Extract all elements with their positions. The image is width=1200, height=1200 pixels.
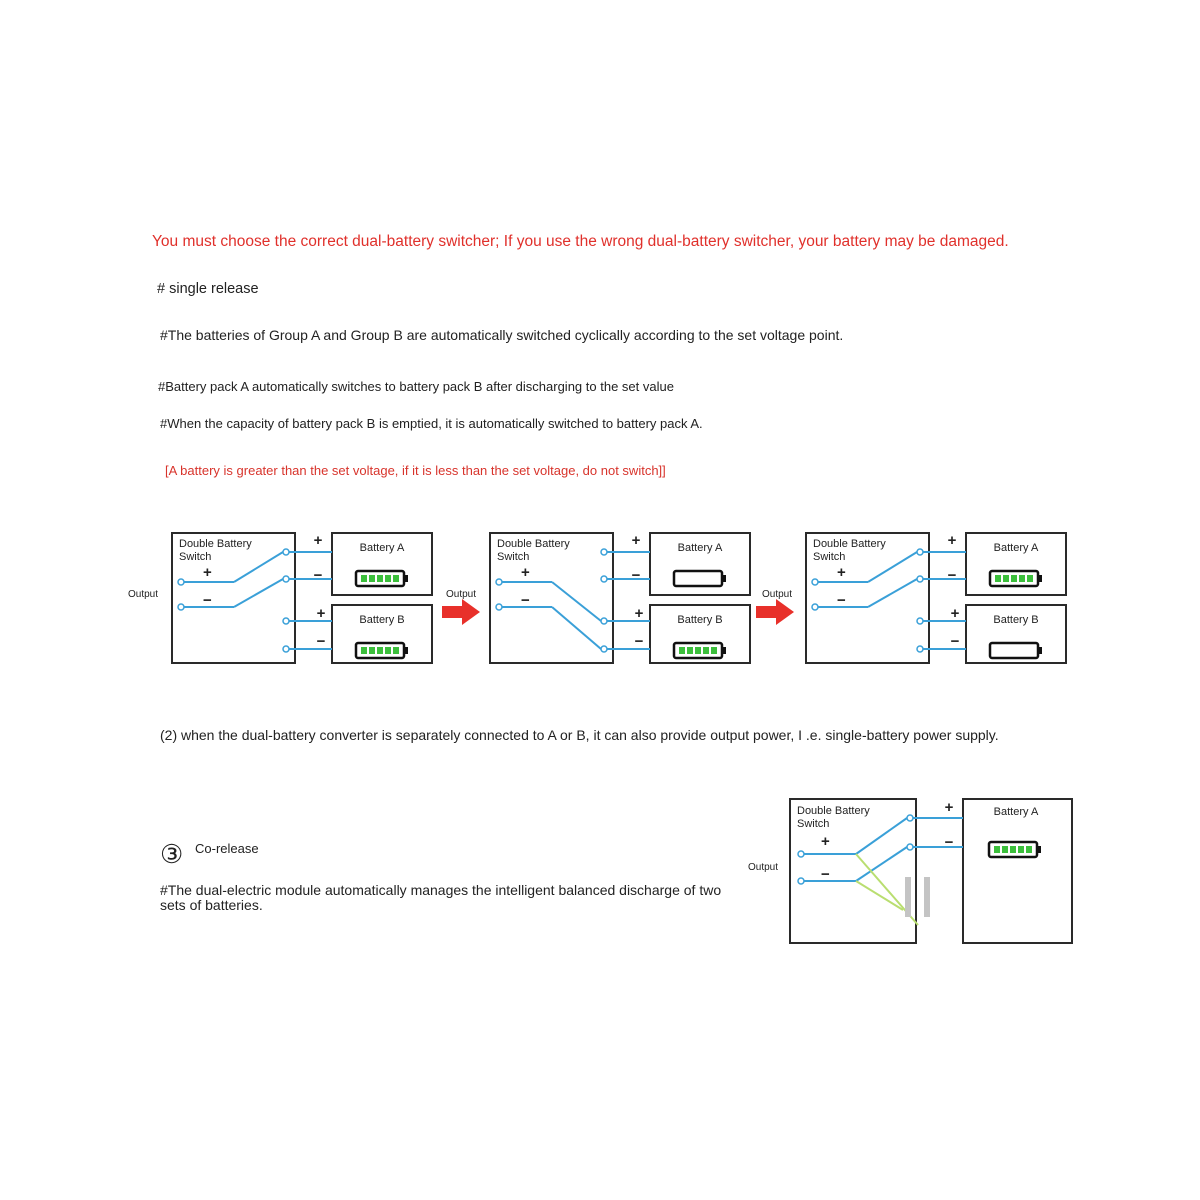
terminal [178, 604, 184, 610]
plus-sign: + [837, 564, 846, 581]
battery-terminal [722, 647, 726, 654]
plus-sign: + [203, 564, 212, 581]
plus-sign: + [821, 833, 830, 850]
battery-cell [385, 647, 391, 654]
battery-terminal [1038, 647, 1042, 654]
battery-cell [377, 647, 383, 654]
switch-label: Switch [179, 551, 212, 563]
battery-cell [1026, 846, 1032, 853]
battery-cell [361, 575, 367, 582]
plus-sign: + [634, 605, 644, 622]
terminal [812, 579, 818, 585]
battery-cell [1002, 846, 1008, 853]
battery-b-label: Battery B [677, 614, 723, 626]
minus-sign: − [316, 633, 326, 650]
terminal [917, 576, 923, 582]
battery-b-label: Battery B [359, 614, 405, 626]
battery-cell [994, 846, 1000, 853]
co-release-description-2: sets of batteries. [160, 897, 263, 913]
battery-cell [1010, 846, 1016, 853]
battery-cell [687, 647, 693, 654]
battery-b-plate [905, 877, 911, 917]
terminal [283, 618, 289, 624]
terminal [907, 815, 913, 821]
red-arrow [442, 599, 480, 625]
battery-terminal [404, 575, 408, 582]
battery-terminal [404, 647, 408, 654]
battery-b-empty [990, 643, 1038, 658]
switch-label: Double Battery [797, 805, 870, 817]
terminal [601, 576, 607, 582]
terminal [283, 576, 289, 582]
minus-sign: − [203, 592, 212, 609]
terminal [917, 646, 923, 652]
battery-cell [695, 647, 701, 654]
battery-b-label: Battery B [993, 614, 1039, 626]
minus-sign: − [634, 633, 644, 650]
battery-cell [703, 647, 709, 654]
output-label: Output [761, 589, 793, 600]
output-label: Output [445, 589, 477, 600]
red-arrow [756, 599, 794, 625]
battery-cell [995, 575, 1001, 582]
terminal [601, 618, 607, 624]
terminal [496, 604, 502, 610]
battery-a-label: Battery A [993, 806, 1039, 818]
co-release-description-1: #The dual-electric module automatically manages the intelligent balanced discharge of two [160, 882, 722, 898]
switch-label: Double Battery [179, 538, 252, 550]
plus-sign: + [947, 532, 957, 549]
terminal [812, 604, 818, 610]
battery-cell [385, 575, 391, 582]
battery-terminal [1038, 575, 1042, 582]
battery-a-label: Battery A [993, 542, 1039, 554]
minus-sign: − [950, 633, 960, 650]
single-release-title: # single release [157, 281, 259, 297]
switch-label: Switch [813, 551, 846, 563]
warning-text: You must choose the correct dual-battery switcher; If you use the wrong dual-battery switcher, your battery may be damaged. [152, 233, 1009, 250]
terminal [601, 549, 607, 555]
terminal [917, 549, 923, 555]
plus-sign: + [313, 532, 323, 549]
minus-sign: − [521, 592, 530, 609]
minus-sign: − [821, 866, 830, 883]
plus-sign: + [950, 605, 960, 622]
battery-a-label: Battery A [677, 542, 723, 554]
battery-cell [1003, 575, 1009, 582]
terminal [178, 579, 184, 585]
voltage-note: [A battery is greater than the set voltage, if it is less than the set voltage, do not switch]] [165, 463, 666, 478]
terminal [798, 851, 804, 857]
switch-label: Double Battery [813, 538, 886, 550]
battery-a-label: Battery A [359, 542, 405, 554]
terminal [907, 844, 913, 850]
plus-sign: + [316, 605, 326, 622]
single-battery-description: (2) when the dual-battery converter is separately connected to A or B, it can also provide output power, I .e. single-battery power supply. [160, 727, 999, 743]
co-release-title: Co-release [195, 841, 259, 856]
battery-a-box [963, 799, 1072, 943]
battery-cell [711, 647, 717, 654]
terminal [496, 579, 502, 585]
battery-cell [1027, 575, 1033, 582]
plus-sign: + [944, 799, 954, 816]
minus-sign: − [947, 567, 957, 584]
terminal [283, 646, 289, 652]
plus-sign: + [521, 564, 530, 581]
minus-sign: − [313, 567, 323, 584]
battery-cell [393, 647, 399, 654]
battery-cell [1011, 575, 1017, 582]
minus-sign: − [837, 592, 846, 609]
battery-cell [679, 647, 685, 654]
plus-sign: + [631, 532, 641, 549]
mode-three-number: ③ [160, 839, 184, 869]
battery-cell [377, 575, 383, 582]
battery-cell [1019, 575, 1025, 582]
battery-cell [1018, 846, 1024, 853]
minus-sign: − [944, 834, 954, 851]
terminal [283, 549, 289, 555]
battery-cell [393, 575, 399, 582]
battery-cell [361, 647, 367, 654]
terminal [601, 646, 607, 652]
switch-label: Double Battery [497, 538, 570, 550]
battery-terminal [1037, 846, 1041, 853]
battery-cell [369, 647, 375, 654]
output-label: Output [747, 862, 779, 873]
battery-a-empty [674, 571, 722, 586]
terminal [917, 618, 923, 624]
output-label: Output [127, 589, 159, 600]
battery-cell [369, 575, 375, 582]
cyclic-switch-description: #The batteries of Group A and Group B are automatically switched cyclically according to the set voltage point. [160, 327, 844, 343]
battery-terminal [722, 575, 726, 582]
battery-b-plate [924, 877, 930, 917]
switch-label: Switch [797, 818, 830, 830]
pack-a-to-b-description: #Battery pack A automatically switches to battery pack B after discharging to the set value [158, 379, 674, 394]
pack-b-to-a-description: #When the capacity of battery pack B is emptied, it is automatically switched to battery pack A. [160, 416, 703, 431]
terminal [798, 878, 804, 884]
minus-sign: − [631, 567, 641, 584]
switch-label: Switch [497, 551, 530, 563]
